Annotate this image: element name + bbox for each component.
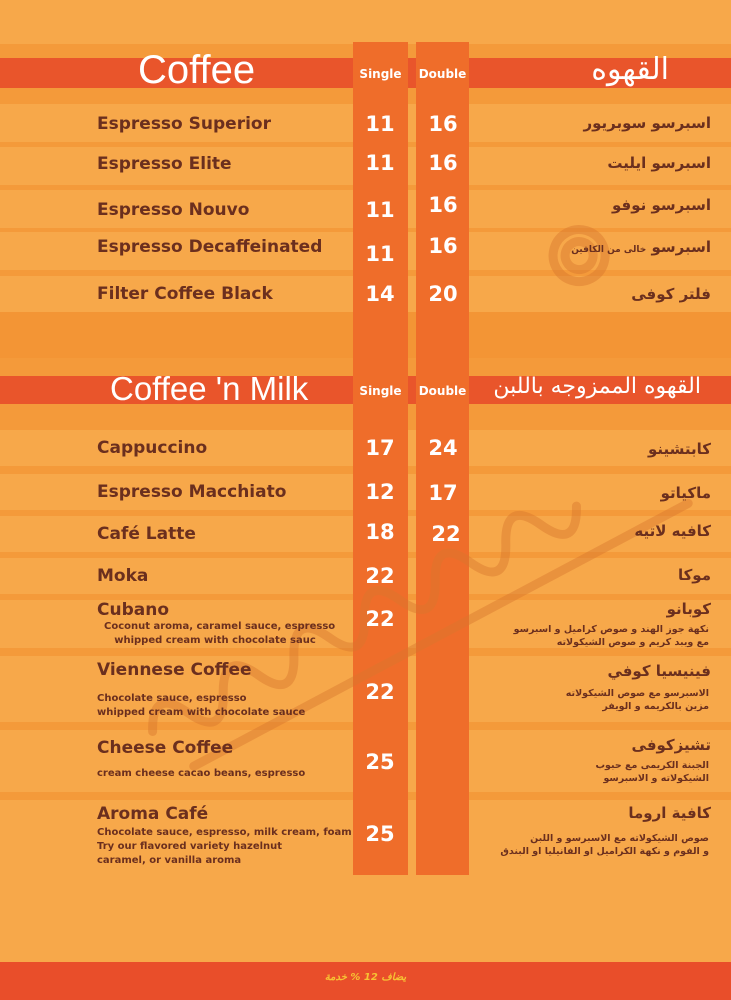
desc-line-ar: مع ويبد كريم و صوص الشيكولاته bbox=[556, 637, 709, 648]
menu-item-name: Aroma Café bbox=[97, 804, 209, 824]
price-single: 14 bbox=[365, 282, 395, 306]
desc-line-ar: الاسبرسو مع صوص الشيكولاته bbox=[565, 688, 709, 699]
desc-line-ar: الجبنة الكريمى مع حبوب bbox=[595, 760, 709, 771]
desc-line: Try our flavored variety hazelnut bbox=[97, 841, 283, 852]
menu-item-name-ar: فلتر كوفى bbox=[631, 285, 711, 303]
menu-item-name-ar: تشيزكوفى bbox=[631, 736, 711, 754]
menu-item-name-ar: ماكياتو bbox=[660, 484, 711, 502]
price-single: 22 bbox=[365, 564, 395, 588]
desc-line-ar: مزين بالكريمه و الويفر bbox=[602, 701, 709, 712]
menu-item-name: Espresso Superior bbox=[97, 114, 271, 134]
price-double: 16 bbox=[428, 193, 458, 217]
menu-item-name: Filter Coffee Black bbox=[97, 284, 273, 304]
desc-line: Chocolate sauce, espresso bbox=[97, 693, 247, 704]
desc-line-ar: الشيكولاته و الاسبرسو bbox=[603, 773, 709, 784]
price-single: 11 bbox=[365, 242, 395, 266]
coffee-section-title-ar: القهوه bbox=[591, 52, 669, 87]
desc-line: whipped cream with chocolate sauce bbox=[97, 707, 306, 718]
ar-name-main: اسبرسو bbox=[651, 238, 711, 256]
menu-item-name-ar: كافية اروما bbox=[628, 804, 711, 822]
menu-item-name-ar: اسبرسو ايليت bbox=[607, 154, 711, 172]
single-header: Single bbox=[359, 384, 402, 398]
desc-line-ar: و الفوم و نكهة الكراميل او الفانيليا او البندق bbox=[500, 846, 709, 857]
price-single: 11 bbox=[365, 151, 395, 175]
milk-section-title: Coffee 'n Milk bbox=[110, 370, 309, 407]
menu-item-description bbox=[104, 620, 336, 648]
menu-item-name: Cubano bbox=[97, 600, 170, 620]
price-double: 16 bbox=[428, 112, 458, 136]
price-single: 12 bbox=[365, 480, 395, 504]
menu-item-name-ar bbox=[571, 238, 711, 256]
price-single: 11 bbox=[365, 112, 395, 136]
price-double: 22 bbox=[431, 522, 461, 546]
menu-item-description bbox=[97, 767, 305, 781]
single-header: Single bbox=[359, 67, 402, 81]
menu-item-description-ar bbox=[514, 623, 709, 649]
bg-band bbox=[0, 880, 731, 962]
menu-item-name: Espresso Decaffeinated bbox=[97, 237, 323, 257]
price-single: 17 bbox=[365, 436, 395, 460]
menu-item-description bbox=[97, 692, 305, 720]
ar-name-small: خالى من الكافين bbox=[571, 245, 647, 255]
desc-line-ar: نكهة جوز الهند و صوص كراميل و اسبرسو bbox=[513, 624, 709, 635]
price-double: 17 bbox=[428, 481, 458, 505]
menu-item-name-ar: كافيه لاتيه bbox=[634, 522, 711, 540]
menu-item-name-ar: اسبرسو نوفو bbox=[612, 196, 711, 214]
price-single: 25 bbox=[365, 750, 395, 774]
coffee-section-title: Coffee bbox=[138, 48, 256, 92]
milk-section-title-ar: القهوه الممزوجه باللبن bbox=[493, 374, 701, 399]
desc-line: cream cheese cacao beans, espresso bbox=[97, 768, 306, 779]
price-double: 16 bbox=[428, 234, 458, 258]
menu-item-name: Moka bbox=[97, 566, 149, 586]
menu-item-name-ar: كوبانو bbox=[666, 600, 711, 618]
double-header: Double bbox=[418, 67, 467, 81]
desc-line-ar: صوص الشيكولاته مع الاسبرسو و اللبن bbox=[530, 833, 709, 844]
price-single: 22 bbox=[365, 680, 395, 704]
menu-item-name: Espresso Nouvo bbox=[97, 200, 250, 220]
menu-item-name: Cappuccino bbox=[97, 438, 208, 458]
menu-item-name-ar: اسبرسو سوبريور bbox=[583, 114, 711, 132]
menu-item-description-ar bbox=[500, 832, 709, 858]
menu-item-name-ar: موكا bbox=[677, 566, 711, 584]
menu-item-name: Cheese Coffee bbox=[97, 738, 234, 758]
bg-band bbox=[0, 0, 731, 44]
menu-item-name: Café Latte bbox=[97, 524, 196, 544]
price-double: 24 bbox=[428, 436, 458, 460]
menu-item-description-ar bbox=[595, 759, 709, 785]
desc-line: caramel, or vanilla aroma bbox=[97, 855, 242, 866]
desc-line: Coconut aroma, caramel sauce, espresso bbox=[104, 621, 336, 632]
price-double: 16 bbox=[428, 151, 458, 175]
menu-item-name: Viennese Coffee bbox=[97, 660, 252, 680]
menu-item-name-ar: فينيسيا كوفي bbox=[607, 662, 711, 680]
menu-item-name-ar: كابتشينو bbox=[647, 440, 711, 458]
double-header: Double bbox=[418, 384, 467, 398]
price-single: 25 bbox=[365, 822, 395, 846]
service-charge-note: يضاف 12 % خدمة bbox=[324, 972, 407, 983]
menu-item-name: Espresso Macchiato bbox=[97, 482, 287, 502]
price-single: 18 bbox=[365, 520, 395, 544]
menu-item-name: Espresso Elite bbox=[97, 154, 232, 174]
desc-line: whipped cream with chocolate sauc bbox=[114, 635, 316, 646]
price-double: 20 bbox=[428, 282, 458, 306]
menu-item-description-ar bbox=[566, 687, 709, 713]
desc-line: Chocolate sauce, espresso, milk cream, foam bbox=[97, 827, 352, 838]
price-single: 11 bbox=[365, 198, 395, 222]
price-single: 22 bbox=[365, 607, 395, 631]
menu-item-description bbox=[97, 826, 352, 868]
